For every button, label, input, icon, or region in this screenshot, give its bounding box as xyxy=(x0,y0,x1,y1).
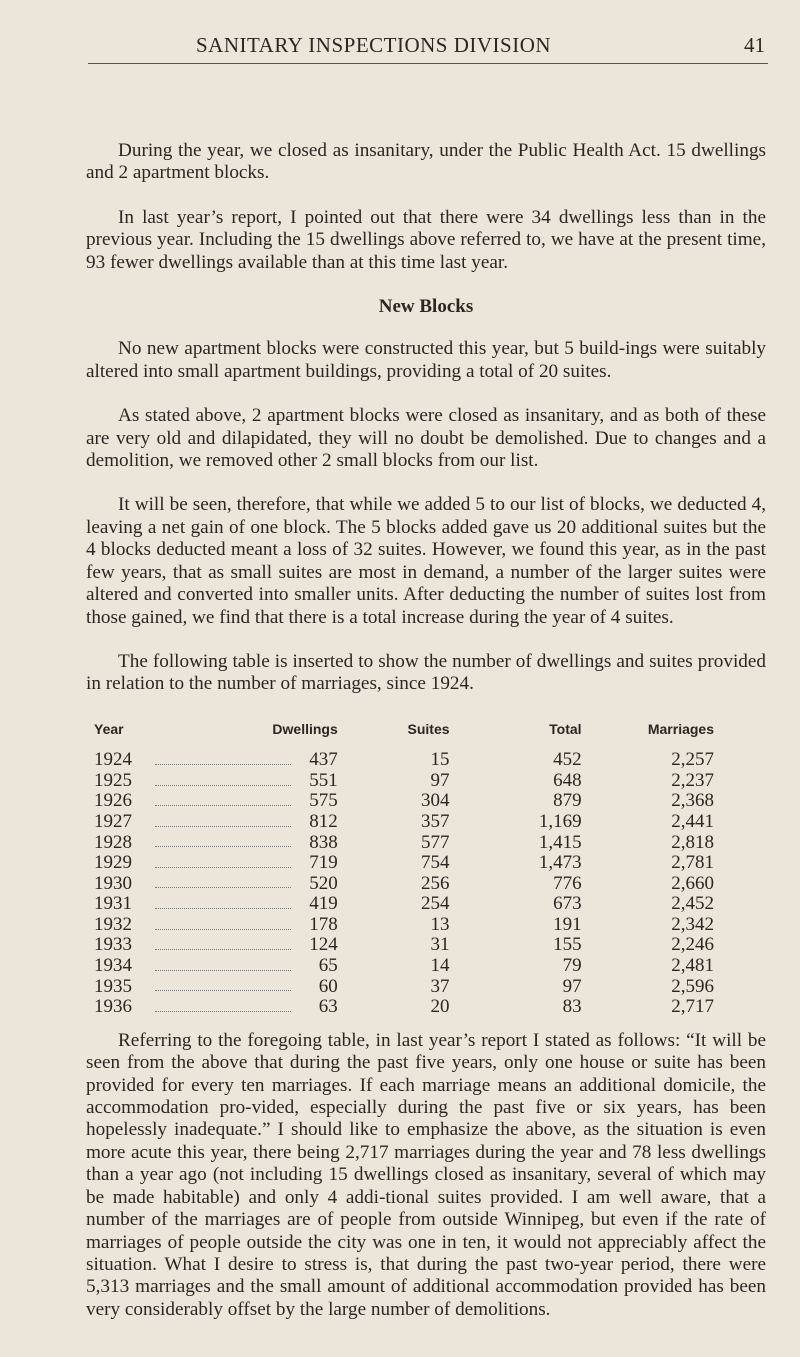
suites-cell: 15 xyxy=(430,749,450,771)
table-row xyxy=(94,915,734,936)
section-heading: New Blocks xyxy=(378,296,474,318)
year-cell: 1933 xyxy=(94,934,132,956)
dwellings-cell: 65 xyxy=(318,955,338,977)
marriages-cell: 2,237 xyxy=(671,769,714,791)
paragraph: As stated above, 2 apartment blocks were closed as insanitary, and as both of these are very old and dilapidated, they will no doubt be demolished. Due to changes and a demolition, we removed other 2 small blocks from our list. xyxy=(86,405,766,472)
dwellings-cell: 63 xyxy=(318,996,338,1018)
leader-dots xyxy=(145,894,297,915)
marriages-cell: 2,441 xyxy=(671,810,714,832)
leader-dots xyxy=(145,791,297,812)
paragraph: It will be seen, therefore, that while we added 5 to our list of blocks, we deducted 4, leaving a net gain of one block. The 5 blocks added gave us 20 additional suites but the 4 blocks deducted meant a loss of 32 suites. However, we found this year, as in the past few years, that as small suites are most in demand, a number of the larger suites were altered and converted into smaller units. After deducting the number of suites lost from those gained, we find that there is a total increase during the year of 4 suites. xyxy=(86,494,766,628)
suites-cell: 37 xyxy=(430,975,450,997)
dwellings-cell: 838 xyxy=(309,831,338,853)
table-row xyxy=(94,997,734,1018)
leader-dots xyxy=(145,853,297,874)
suites-cell: 14 xyxy=(430,955,450,977)
table-row xyxy=(94,771,734,792)
year-cell: 1924 xyxy=(94,749,132,771)
dwellings-cell: 812 xyxy=(309,810,338,832)
table-header-row xyxy=(94,718,734,750)
page-header xyxy=(90,33,765,61)
dwellings-cell: 124 xyxy=(309,934,338,956)
suites-cell: 20 xyxy=(430,996,450,1018)
marriages-cell: 2,342 xyxy=(671,913,714,935)
paragraph: The following table is inserted to show the number of dwellings and suites provided in relation to the number of marriages, since 1924. xyxy=(86,650,766,695)
table-row xyxy=(94,812,734,833)
suites-cell: 97 xyxy=(430,769,450,791)
total-cell: 776 xyxy=(553,872,582,894)
dwellings-cell: 60 xyxy=(318,975,338,997)
marriages-cell: 2,246 xyxy=(671,934,714,956)
leader-dots xyxy=(145,997,297,1018)
total-cell: 83 xyxy=(562,996,582,1018)
leader-dots xyxy=(145,977,297,998)
leader-dots xyxy=(145,874,297,895)
table-row xyxy=(94,894,734,915)
paragraph: During the year, we closed as insanitary, under the Public Health Act. 15 dwellings and 2 apartment blocks. xyxy=(86,140,766,184)
header-rule xyxy=(88,63,768,64)
dwellings-cell: 178 xyxy=(309,913,338,935)
total-cell: 155 xyxy=(553,934,582,956)
year-cell: 1932 xyxy=(94,913,132,935)
marriages-cell: 2,481 xyxy=(671,955,714,977)
leader-dots xyxy=(145,915,297,936)
total-cell: 1,169 xyxy=(538,810,582,832)
suites-cell: 357 xyxy=(421,810,450,832)
marriages-cell: 2,660 xyxy=(671,872,714,894)
year-cell: 1926 xyxy=(94,790,132,812)
dwellings-cell: 520 xyxy=(309,872,338,894)
header-year: Year xyxy=(94,720,124,737)
marriages-cell: 2,257 xyxy=(671,749,714,771)
total-cell: 1,415 xyxy=(538,831,582,853)
year-cell: 1929 xyxy=(94,852,132,874)
year-cell: 1925 xyxy=(94,769,132,791)
year-cell: 1931 xyxy=(94,893,132,915)
dwellings-cell: 719 xyxy=(309,852,338,874)
leader-dots xyxy=(145,935,297,956)
year-cell: 1934 xyxy=(94,955,132,977)
suites-cell: 754 xyxy=(421,852,450,874)
page-number: 41 xyxy=(744,33,765,57)
total-cell: 673 xyxy=(553,893,582,915)
total-cell: 97 xyxy=(562,975,582,997)
marriages-cell: 2,717 xyxy=(671,996,714,1018)
total-cell: 879 xyxy=(553,790,582,812)
table-row xyxy=(94,935,734,956)
leader-dots xyxy=(145,750,297,771)
year-cell: 1928 xyxy=(94,831,132,853)
paragraph: In last year’s report, I pointed out that there were 34 dwellings less than in the previous year. Including the 15 dwellings above referred to, we have at the present time, 93 fewer dwellings available than at this time last year. xyxy=(86,206,766,273)
suites-cell: 256 xyxy=(421,872,450,894)
marriages-cell: 2,452 xyxy=(671,893,714,915)
leader-dots xyxy=(145,771,297,792)
paragraph: No new apartment blocks were constructed this year, but 5 build-ings were suitably altered into small apartment buildings, providing a total of 20 suites. xyxy=(86,338,766,382)
header-suites: Suites xyxy=(407,720,450,737)
header-total: Total xyxy=(549,720,582,737)
suites-cell: 577 xyxy=(421,831,450,853)
total-cell: 79 xyxy=(562,955,582,977)
marriages-cell: 2,596 xyxy=(671,975,714,997)
table-row xyxy=(94,977,734,998)
leader-dots xyxy=(145,956,297,977)
dwellings-cell: 419 xyxy=(309,893,338,915)
table-row xyxy=(94,750,734,771)
dwellings-cell: 575 xyxy=(309,790,338,812)
year-cell: 1930 xyxy=(94,872,132,894)
suites-cell: 13 xyxy=(430,913,450,935)
header-dwellings: Dwellings xyxy=(272,720,338,737)
dwellings-cell: 551 xyxy=(309,769,338,791)
page-body xyxy=(86,140,766,1343)
year-cell: 1927 xyxy=(94,810,132,832)
suites-cell: 304 xyxy=(421,790,450,812)
running-title: SANITARY INSPECTIONS DIVISION xyxy=(196,33,552,57)
dwellings-marriages-table xyxy=(94,718,734,1018)
paragraph: Referring to the foregoing table, in last year’s report I stated as follows: “It will be seen from the above that during the past five years, only one house or suite has been provided for every ten marriages. If each marriage means an additional domicile, the accommodation pro-vided, especially during the past five or six years, has been hopelessly inadequate.” I should like to emphasize the above, as the situation is even more acute this year, there being 2,717 marriages during the year and 78 less dwellings than a year ago (not including 15 dwellings closed as insanitary, several of which may be made habitable) and only 4 addi-tional suites provided. I am well aware, that a number of the marriages are of people from outside Winnipeg, but even if the rate of marriages of people outside the city was one in ten, it would not appreciably affect the situation. What I desire to stress is, that during the past two-year period, there were 5,313 marriages and the small amount of additional accommodation provided has been very considerably offset by the large number of demolitions. xyxy=(86,1029,766,1320)
marriages-cell: 2,818 xyxy=(671,831,714,853)
marriages-cell: 2,781 xyxy=(671,852,714,874)
table-row xyxy=(94,956,734,977)
table-row xyxy=(94,853,734,874)
total-cell: 191 xyxy=(553,913,582,935)
marriages-cell: 2,368 xyxy=(671,790,714,812)
table-row xyxy=(94,791,734,812)
year-cell: 1935 xyxy=(94,975,132,997)
total-cell: 648 xyxy=(553,769,582,791)
total-cell: 1,473 xyxy=(538,852,582,874)
leader-dots xyxy=(145,833,297,854)
table-row xyxy=(94,833,734,854)
suites-cell: 31 xyxy=(430,934,450,956)
suites-cell: 254 xyxy=(421,893,450,915)
table-row xyxy=(94,874,734,895)
year-cell: 1936 xyxy=(94,996,132,1018)
leader-dots xyxy=(145,812,297,833)
header-marriages: Marriages xyxy=(647,720,714,737)
total-cell: 452 xyxy=(553,749,582,771)
dwellings-cell: 437 xyxy=(309,749,338,771)
